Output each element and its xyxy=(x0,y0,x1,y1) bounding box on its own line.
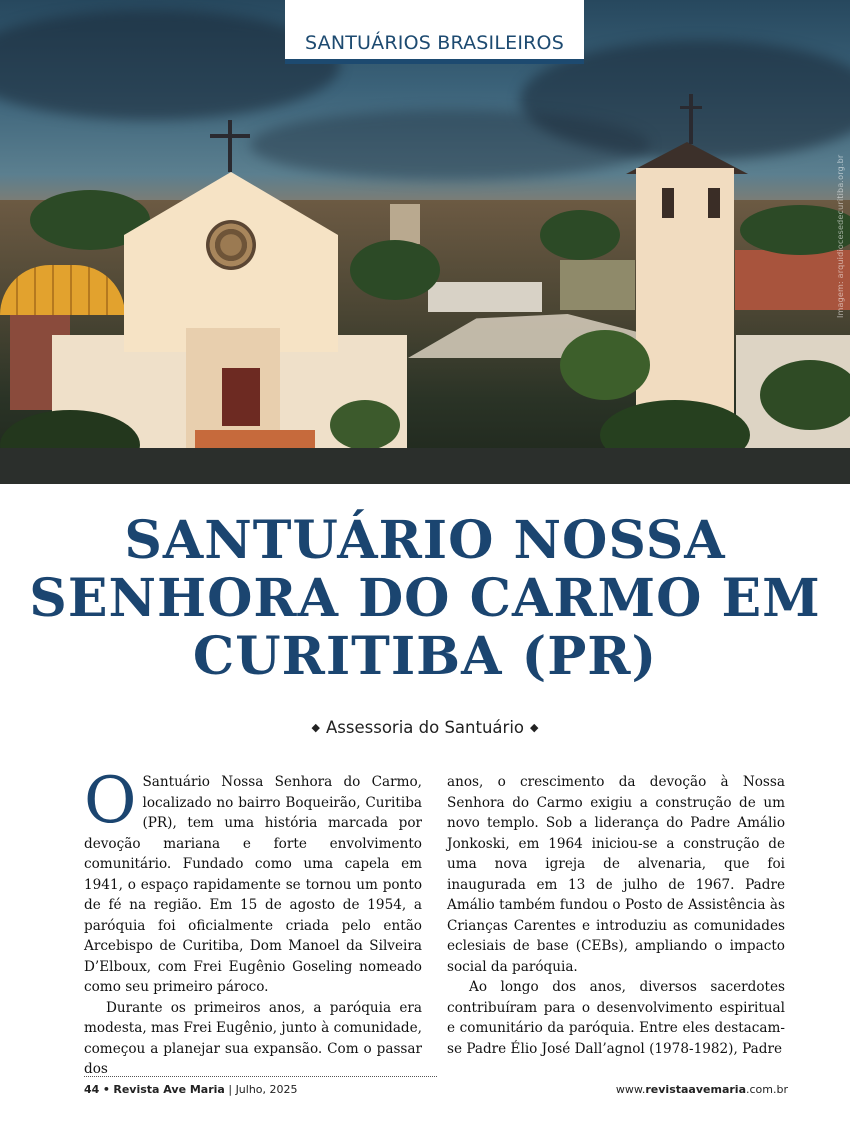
rose-window xyxy=(206,220,256,270)
tree xyxy=(740,205,850,255)
diamond-icon: ◆ xyxy=(311,721,320,734)
street xyxy=(0,448,850,484)
sky-cloud xyxy=(250,110,650,180)
tree xyxy=(350,240,440,300)
section-tab xyxy=(285,0,584,64)
paragraph: Ao longo dos anos, diversos sacerdotes contribuíram para o desenvolvimento espiritual e comunitário da paróquia. Entre eles destacam-se Padre Élio José Dall’agnol (1978-1982), Padre xyxy=(447,979,785,1057)
url-domain: revistaavemaria xyxy=(645,1083,746,1096)
tower-window xyxy=(708,188,720,218)
tower-cross xyxy=(689,94,693,144)
church-door xyxy=(222,368,260,426)
page-number: 44 xyxy=(84,1083,100,1096)
folio-divider: | xyxy=(228,1083,233,1096)
city-building xyxy=(560,260,635,310)
url-prefix: www. xyxy=(615,1083,646,1096)
text-column-left xyxy=(84,764,422,1080)
paragraph: Durante os primeiros anos, a paróquia era modesta, mas Frei Eugênio, junto à comunidade, começou a planejar sua expansão. Com o passar dos xyxy=(84,999,422,1077)
palm-tree xyxy=(330,400,400,450)
footer-folio xyxy=(84,1083,298,1096)
tower-window xyxy=(662,188,674,218)
byline xyxy=(0,718,850,737)
paragraph-text: Santuário Nossa Senhora do Carmo, localizado no bairro Boqueirão, Curitiba (PR), tem uma história marcada por devoção mariana e forte envolvimento comunitário. Fundado como uma capela em 1941, o espaço rapidamente se tornou um ponto de fé na região. Em 15 de agosto de 1954, a paróquia foi oficialmente criada pelo então Arcebispo de Curitiba, Dom Manoel da Silveira D’Elboux, com Frei Eugênio Goseling nomeado como seu primeiro pároco. xyxy=(84,774,422,995)
church-cross-bar xyxy=(210,134,250,138)
palm-tree xyxy=(560,330,650,400)
paragraph: anos, o crescimento da devoção à Nossa Senhora do Carmo exigiu a construção de um novo templo. Sob a liderança do Padre Amálio Jonkoski, em 1964 iniciou-se a construção de uma nova igreja de alvenaria, que foi inaugurada em 13 de julho de 1967. Padre Amálio também fundou o Posto de Assistência às Crianças Carentes e introduziu as comunidades eclesiais de base (CEBs), ampliando o impacto social da paróquia. xyxy=(447,774,785,975)
footer-rule xyxy=(84,1076,437,1077)
url-suffix: .com.br xyxy=(746,1083,788,1096)
city-building xyxy=(428,282,542,312)
tree xyxy=(540,210,620,260)
byline-text: Assessoria do Santuário xyxy=(326,718,524,737)
folio-separator: • xyxy=(102,1083,110,1096)
palm-tree xyxy=(760,360,850,430)
footer-url xyxy=(616,1083,788,1096)
text-column-right xyxy=(447,772,785,1059)
paragraph xyxy=(84,764,422,998)
diamond-icon: ◆ xyxy=(530,721,539,734)
issue-date: Julho, 2025 xyxy=(235,1083,298,1096)
tower-cross-bar xyxy=(680,106,702,109)
article-title: SANTUÁRIO NOSSA SENHORA DO CARMO EM CURITIBA (PR) xyxy=(29,510,821,687)
city-building xyxy=(390,204,420,244)
magazine-name: Revista Ave Maria xyxy=(113,1083,225,1096)
photo-credit: Imagem: arquidiocesedecuritiba.org.br xyxy=(836,154,845,318)
city-building xyxy=(735,250,850,310)
hero-photo xyxy=(0,0,850,484)
church-cross xyxy=(228,120,232,172)
drop-cap: O xyxy=(84,764,137,838)
section-label: SANTUÁRIOS BRASILEIROS xyxy=(305,32,564,54)
